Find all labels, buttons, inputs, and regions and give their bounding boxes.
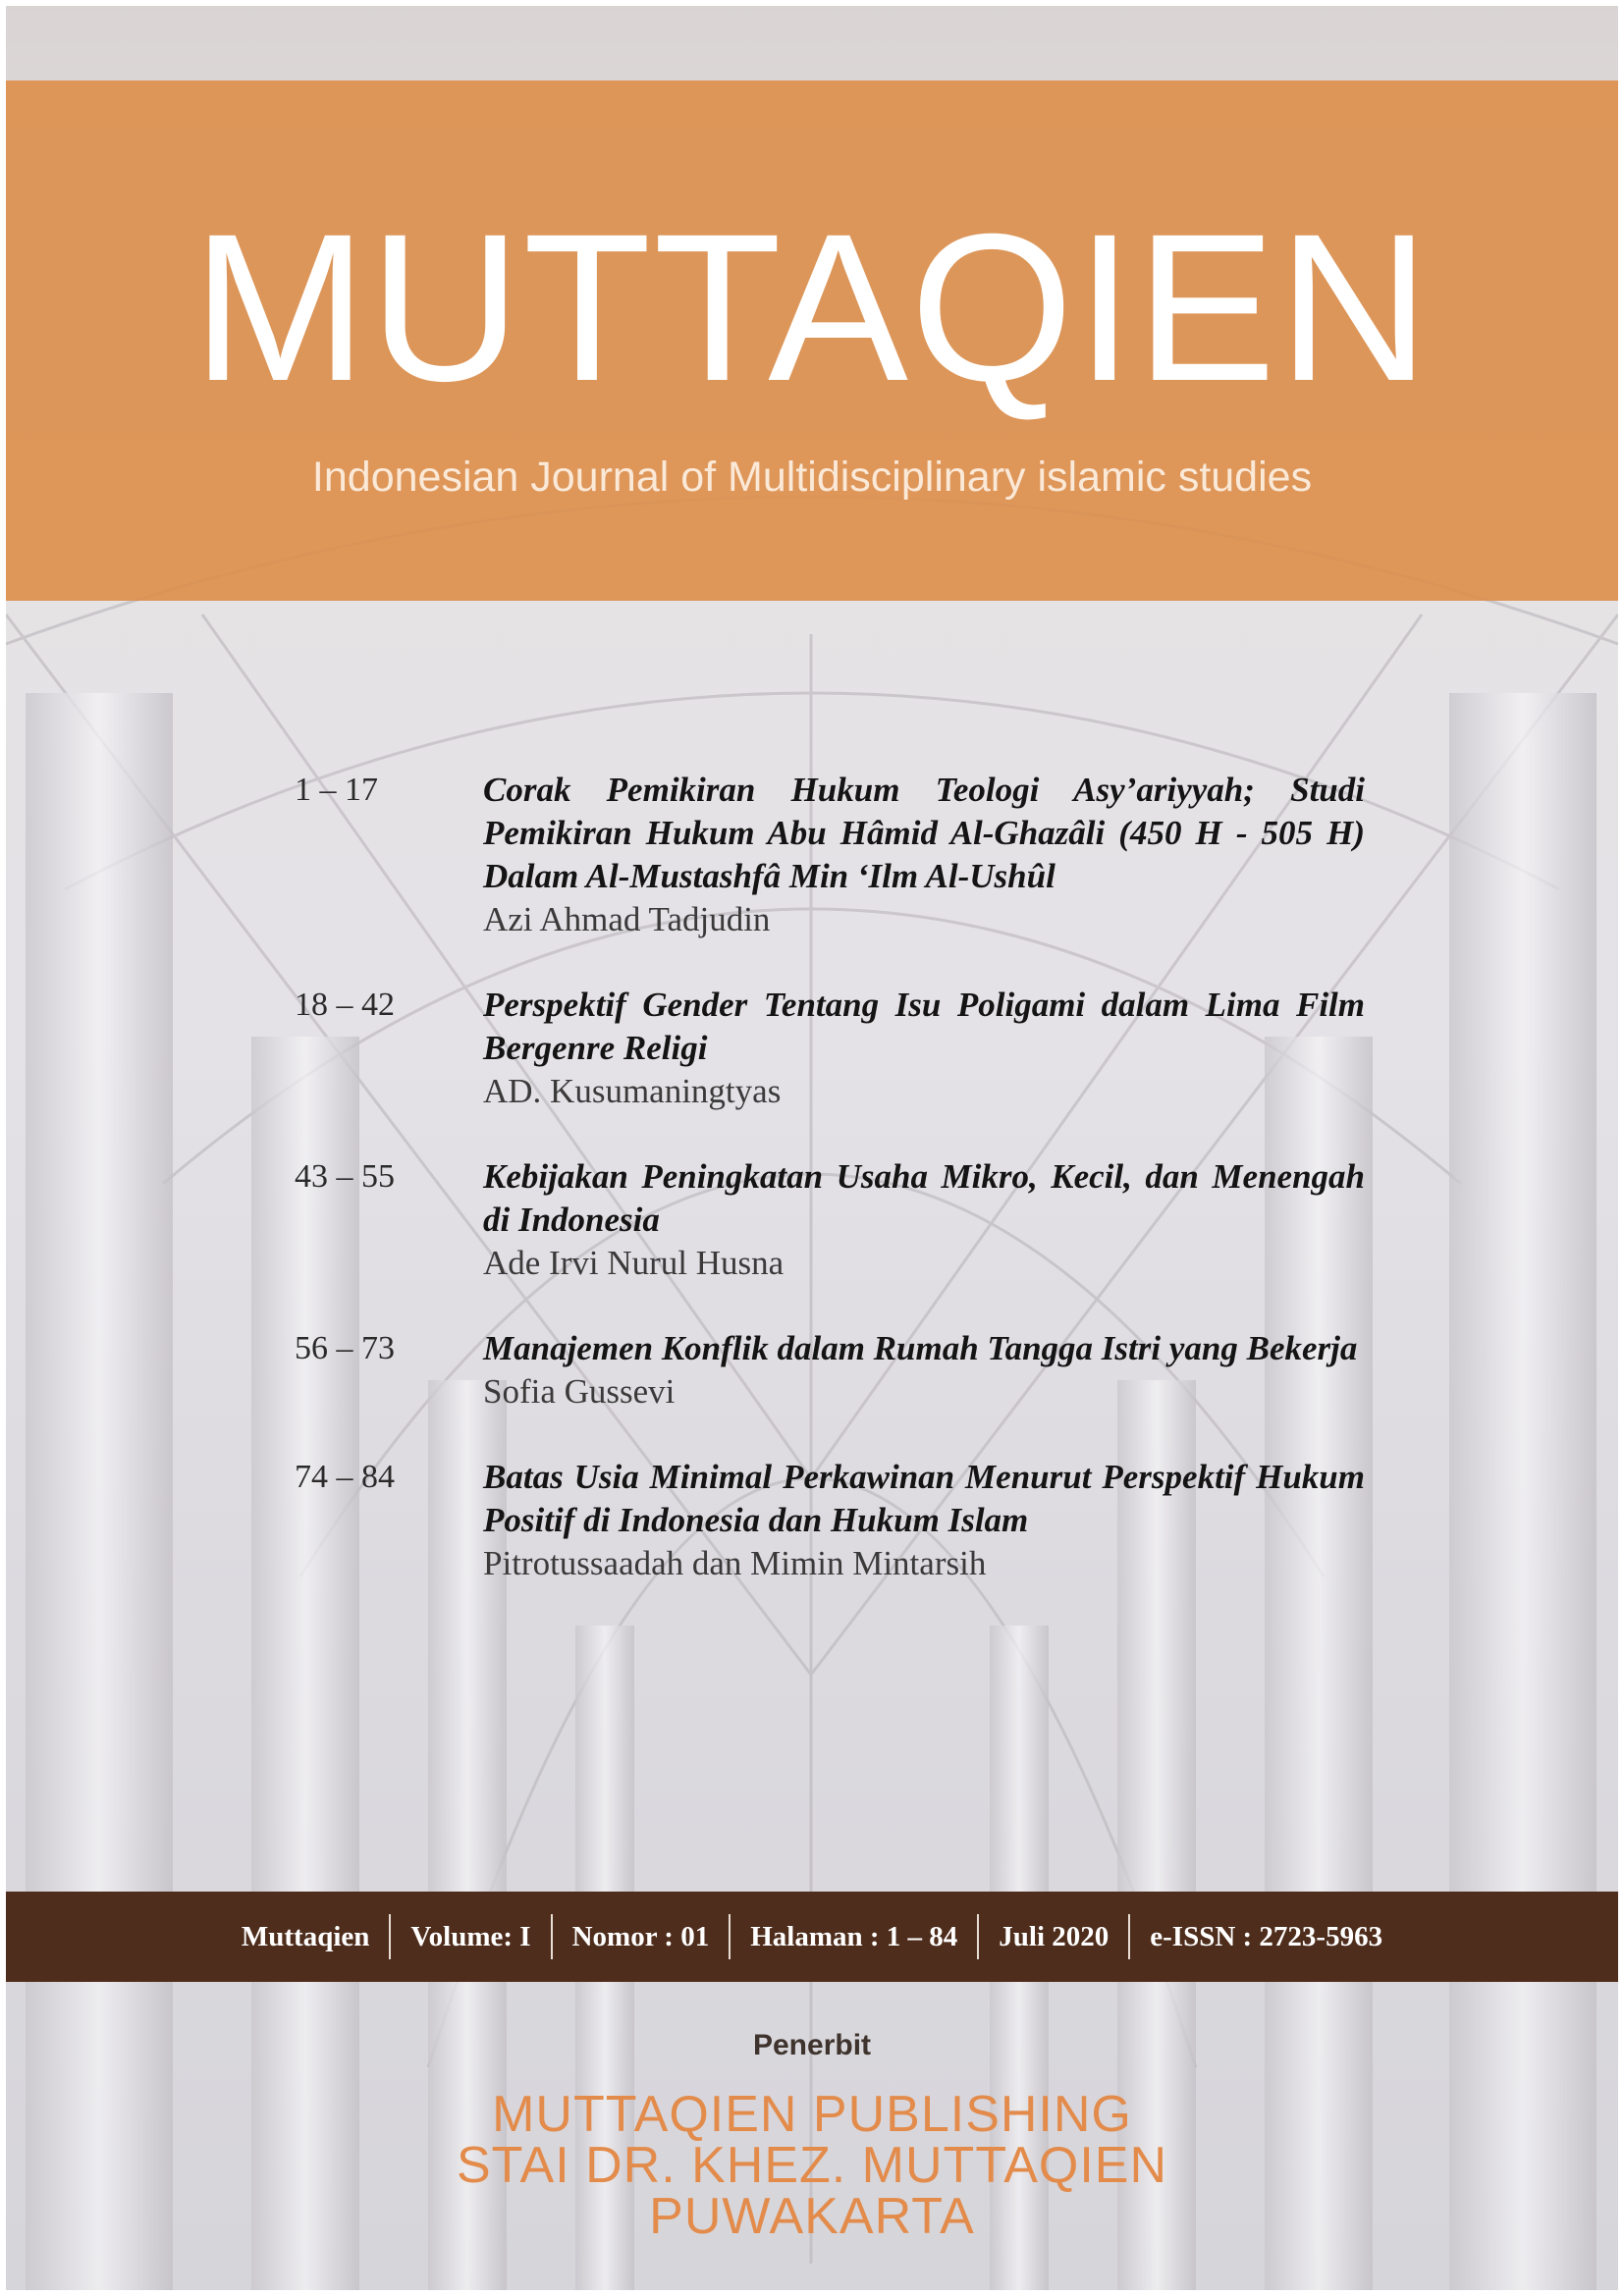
article-author: Pitrotussaadah dan Mimin Mintarsih — [483, 1544, 987, 1582]
article-title: Manajemen Konflik dalam Rumah Tangga Istri yang Bekerja — [483, 1329, 1358, 1367]
page-range: 74 – 84 — [295, 1459, 395, 1495]
journal-subtitle: Indonesian Journal of Multidisciplinary islamic studies — [311, 454, 1313, 501]
toc-entry — [295, 1327, 1365, 1414]
article-author: Ade Irvi Nurul Husna — [483, 1244, 785, 1282]
toc-entry — [295, 769, 1365, 941]
page-range: 1 – 17 — [295, 772, 378, 808]
table-of-contents — [295, 769, 1365, 1628]
info-volume: Volume: I — [410, 1920, 531, 1952]
toc-entry — [295, 984, 1365, 1113]
page-range: 18 – 42 — [295, 987, 395, 1023]
publisher-name-line3: PUWAKARTA — [649, 2188, 975, 2245]
article-author: Azi Ahmad Tadjudin — [483, 900, 771, 938]
info-number: Nomor : 01 — [571, 1920, 710, 1952]
toc-entry — [295, 1456, 1365, 1585]
publisher-label: Penerbit — [752, 2029, 872, 2061]
journal-title: MUTTAQIEN — [191, 190, 1433, 425]
info-pages: Halaman : 1 – 84 — [750, 1920, 958, 1952]
article-title: Perspektif Gender Tentang Isu Poligami dalam Lima Film Bergenre Religi — [483, 986, 1365, 1067]
page-range: 43 – 55 — [295, 1158, 395, 1195]
article-author: AD. Kusumaningtyas — [483, 1072, 782, 1110]
article-title: Batas Usia Minimal Perkawinan Menurut Perspektif Hukum Positif di Indonesia dan Hukum Islam — [483, 1458, 1365, 1539]
toc-entry — [295, 1155, 1365, 1285]
issue-info-band — [6, 1892, 1618, 1982]
article-title: Corak Pemikiran Hukum Teologi Asy’ariyyah; Studi Pemikiran Hukum Abu Hâmid Al-Ghazâli (450 H - 505 H) Dalam Al-Mustashfâ Min ‘Ilm Al-Ushûl — [483, 771, 1365, 895]
page-range: 56 – 73 — [295, 1330, 395, 1366]
info-issn: e-ISSN : 2723-5963 — [1150, 1920, 1383, 1952]
article-author: Sofia Gussevi — [483, 1372, 676, 1411]
publisher-name-line2: STAI DR. KHEZ. MUTTAQIEN — [456, 2137, 1168, 2194]
info-date: Juli 2020 — [999, 1920, 1110, 1952]
article-title: Kebijakan Peningkatan Usaha Mikro, Kecil, dan Menengah di Indonesia — [483, 1157, 1365, 1239]
info-journal: Muttaqien — [241, 1920, 370, 1952]
publisher-name-line1: MUTTAQIEN PUBLISHING — [492, 2086, 1132, 2143]
